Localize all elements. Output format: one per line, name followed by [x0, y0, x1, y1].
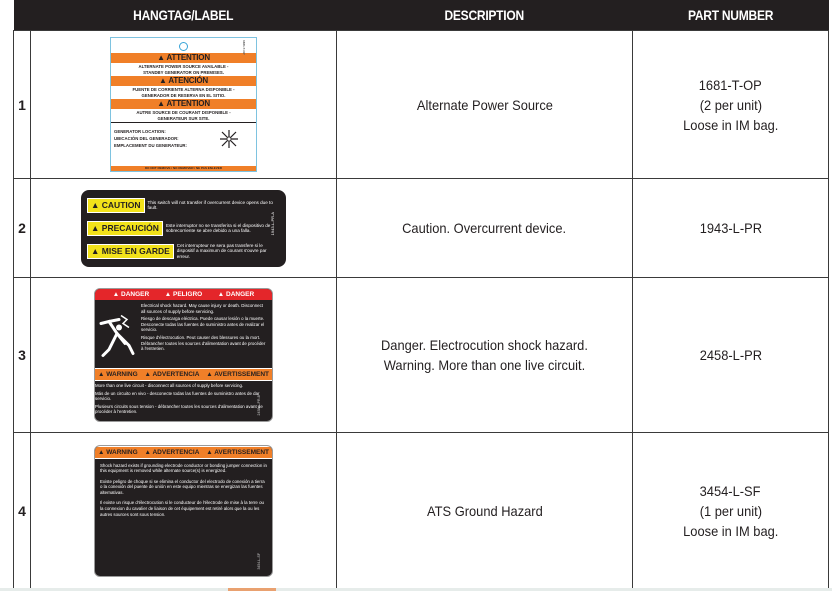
header-part-number: PART NUMBER	[633, 0, 829, 31]
mise-en-garde-chip: ▲ MISE EN GARDE	[87, 244, 174, 259]
atencion-bar: ▲ ATENCIÓN	[111, 76, 256, 86]
generator-location-block: GENERATOR LOCATION: UBICACIÓN DEL GENERADOR: EMPLACEMENT DU GENERATEUR:	[111, 122, 256, 156]
danger-header: ▲ DANGER ▲ PELIGRO ▲ DANGER	[95, 289, 272, 300]
description-cell: Danger. Electrocution shock hazard. Warning. More than one live circuit.	[337, 278, 633, 433]
hangtag-cell	[31, 179, 337, 278]
table-header-row	[14, 0, 829, 31]
table-row	[14, 179, 829, 278]
electric-shock-icon	[95, 303, 141, 368]
label-code: 3454-L-SF	[257, 552, 261, 570]
attention-fr-bar: ▲ ATTENTION	[111, 99, 256, 109]
label-code: 1943-L-PR-A	[270, 211, 275, 235]
caution-chip: ▲ CAUTION	[87, 198, 145, 213]
caution-row: ▲ CAUTION This switch will not transfer if overcurrent device opens due to fault.	[87, 194, 280, 217]
precaucion-row: ▲ PRECAUCIÓN Este interruptor no se transferira si el dispositivo de sobrecorriente se abre debido a una falla.	[87, 217, 280, 240]
label-code: 2458-L-PR-B	[257, 394, 261, 415]
description-cell: Alternate Power Source	[337, 31, 633, 179]
row-number: 2	[14, 179, 31, 278]
attention-text: ALTERNATE POWER SOURCE AVAILABLE - STANDBY GENERATOR ON PREMISES.	[138, 64, 229, 75]
warning-text: Shock hazard exists if grounding electrode conductor or bonding jumper connection in this equipment is removed while alternate source(s) is energized. Existe peligro de choque si se elimina el conductor del electrodo de conexión a tierra o la conexión del puente de unión en este equipo mientras se energizan las fuentes alternativas. Il existe un risque d'électrocution si le conducteur de l'électrode de mise à la terre ou la connexion du cavalier de liaison de cet équipement est retiré alors que la ou les autres sources sont sous tension.	[100, 462, 267, 517]
warning-header: ▲ WARNING ▲ ADVERTENCIA ▲ AVERTISSEMENT	[95, 368, 272, 381]
part-number-cell: 1681-T-OP (2 per unit) Loose in IM bag.	[633, 31, 829, 179]
header-description: DESCRIPTION	[337, 0, 633, 31]
row-number: 4	[14, 433, 31, 589]
warning-text: More than one live circuit - disconnect all sources of supply before servicing. Más de un circuito en vivo - desconecte todas las fuentes de suministro antes de dar servicio. Plusieurs circuits sous tension - débrancher toutes les sources d'alimentation avant de procéder à l'entretien.	[95, 383, 263, 415]
table-row	[14, 278, 829, 433]
hangtag-cell	[31, 433, 337, 589]
ground-hazard-label-image	[94, 445, 273, 577]
precaucion-chip: ▲ PRECAUCIÓN	[87, 221, 163, 236]
table-row	[14, 31, 829, 179]
caution-label-image	[81, 190, 286, 267]
attention-fr-text: AUTRE SOURCE DE COURANT DISPONIBLE - GENERATEUR SUR SITE.	[136, 110, 231, 121]
do-not-remove-footer: DO NOT REMOVE / NO REMOVER / NE PAS ENLEVER	[111, 166, 256, 171]
part-number-cell: 2458-L-PR	[633, 278, 829, 433]
row-number: 3	[14, 278, 31, 433]
hangtag-cell	[31, 278, 337, 433]
description-cell: ATS Ground Hazard	[337, 433, 633, 589]
part-number-cell: 3454-L-SF (1 per unit) Loose in IM bag.	[633, 433, 829, 589]
description-cell: Caution. Overcurrent device.	[337, 179, 633, 278]
warning-header: ▲ WARNING ▲ ADVERTENCIA ▲ AVERTISSEMENT	[95, 446, 272, 459]
mise-en-garde-row: ▲ MISE EN GARDE Cet interrupteur ne sera pas transfere si le dispositif a maximum de courant s'ouvre par erreur.	[87, 240, 280, 263]
danger-text: Electrical shock hazard. May cause injury or death. Disconnect all sources of supply before servicing. Riesgo de descarga eléctrica. Puede causar lesión o la muerte. Desconecte todas las fuentes de suministro antes de realizar el servicio. Risque d'électrocution. Peut causer des blessures ou la mort. Débrancher toutes les sources d'alimentation avant de procéder à l'entretien.	[141, 303, 266, 352]
part-number-cell: 1943-L-PR	[633, 179, 829, 278]
attention-bar: ▲ ATTENTION	[111, 53, 256, 63]
compass-icon	[216, 126, 242, 152]
hang-hole-icon	[179, 42, 188, 51]
danger-warning-label-image	[94, 288, 273, 422]
label-code: 1681-T-OP	[242, 40, 246, 55]
atencion-text: FUENTE DE CORRIENTE ALTERNA DISPONIBLE - GENERADOR DE RESERVA EN EL SITIO.	[132, 87, 235, 98]
table-row	[14, 433, 829, 589]
row-number: 1	[14, 31, 31, 179]
parts-table	[13, 0, 829, 589]
hangtag-label-image	[110, 37, 257, 172]
hangtag-cell	[31, 31, 337, 179]
header-hangtag: HANGTAG/LABEL	[31, 0, 337, 31]
header-number	[14, 0, 31, 31]
